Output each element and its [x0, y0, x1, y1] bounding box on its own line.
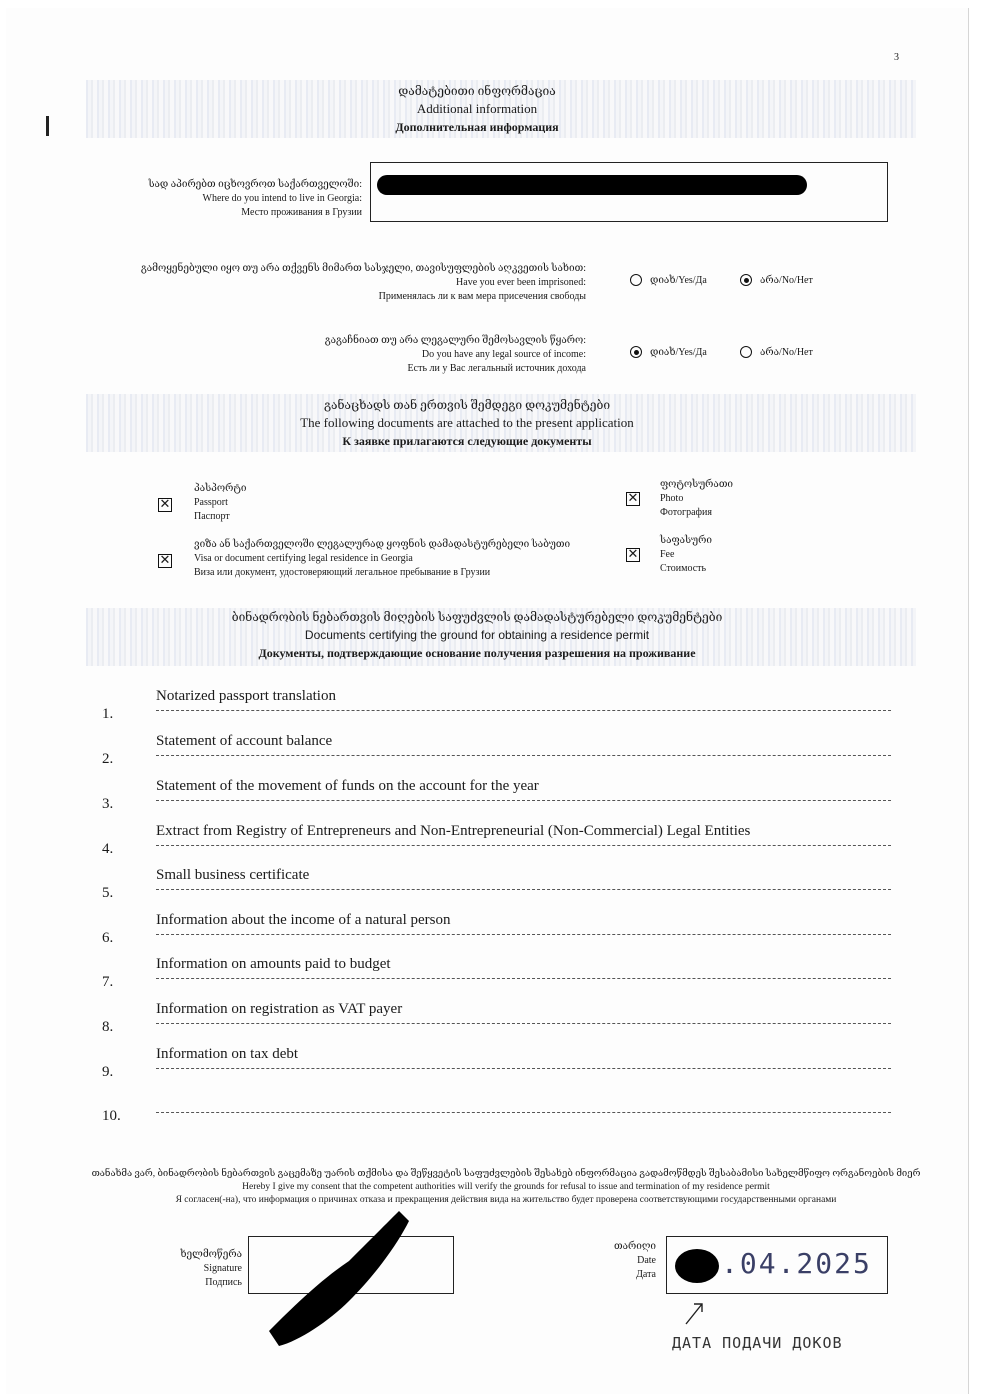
fee-checkbox[interactable]: ✕ — [627, 547, 639, 562]
date-day-redaction — [675, 1249, 719, 1283]
list-number: 9. — [102, 1064, 114, 1080]
list-item[interactable]: Information on amounts paid to budget — [156, 956, 891, 979]
list-item[interactable]: Information on registration as VAT payer — [156, 1001, 891, 1024]
list-number: 10. — [102, 1108, 121, 1124]
date-label: თარიღი Date Дата — [613, 1241, 656, 1280]
list-item[interactable]: Statement of the movement of funds on the account for the year — [156, 778, 891, 801]
page-number: 3 — [894, 52, 899, 63]
list-number: 3. — [102, 796, 114, 812]
imprisoned-yes-radio[interactable]: დიახ/Yes/Да — [630, 274, 707, 286]
signature-field[interactable] — [248, 1236, 454, 1294]
residence-field[interactable] — [370, 162, 888, 222]
handwritten-note: ДАТА ПОДАЧИ ДОКОВ — [672, 1334, 843, 1352]
signature-label: ხელმოწერა Signature Подпись — [180, 1249, 242, 1288]
signature-redaction — [249, 1201, 453, 1311]
radio-selected-icon — [740, 274, 752, 286]
arrow-icon — [682, 1298, 712, 1328]
list-number: 1. — [102, 706, 114, 722]
date-field[interactable] — [666, 1236, 888, 1294]
photo-checkbox[interactable]: ✕ — [627, 491, 639, 506]
list-number: 8. — [102, 1019, 114, 1035]
passport-label: პასპორტი Passport Паспорт — [194, 483, 247, 522]
list-number: 5. — [102, 885, 114, 901]
radio-icon — [740, 346, 752, 358]
radio-icon — [630, 274, 642, 286]
attached-header: განაცხადს თან ერთვის შემდეგი დოკუმენტები The following documents are attached to the present application К заявке прилагаются следующие документы — [300, 398, 634, 448]
imprisoned-question: გამოყენებული იყო თუ არა თქვენს მიმართ სასჯელი, თავისუფლების აღკვეთის სახით: Have you ever been imprisoned: Применялась ли к вам мера присечения свободы — [140, 263, 586, 302]
residence-label: სად აპირებთ იცხოვროთ საქართველოში: Where do you intend to live in Georgia: Место проживания в Грузии — [148, 179, 362, 218]
header-ka: დამატებითი ინფორმაცია — [398, 84, 556, 98]
list-number: 6. — [102, 930, 114, 946]
fee-label: საფასური Fee Стоимость — [660, 535, 712, 574]
income-no-radio[interactable]: არა/No/Нет — [740, 346, 813, 358]
list-number: 4. — [102, 841, 114, 857]
list-item[interactable]: Information on tax debt — [156, 1046, 891, 1069]
date-value: .04.2025 — [721, 1247, 872, 1280]
additional-info-header — [0, 82, 958, 136]
passport-checkbox[interactable]: ✕ — [159, 497, 171, 512]
list-number: 2. — [102, 751, 114, 767]
header-en: Additional information — [416, 101, 538, 116]
header-ru: Дополнительная информация — [395, 120, 559, 134]
list-item[interactable]: Small business certificate — [156, 867, 891, 890]
list-item[interactable]: Notarized passport translation — [156, 688, 891, 711]
redaction — [377, 175, 807, 195]
income-question: გაგაჩნიათ თუ არა ლეგალური შემოსავლის წყარო: Do you have any legal source of income: Есть ли у Вас легальный источник дохода — [324, 335, 586, 374]
income-yes-radio[interactable]: დიახ/Yes/Да — [630, 346, 707, 358]
list-item[interactable]: Extract from Registry of Entrepreneurs and Non-Entrepreneurial (Non-Commercial) Legal Entities — [156, 823, 891, 846]
radio-selected-icon — [630, 346, 642, 358]
visa-checkbox[interactable]: ✕ — [159, 553, 171, 568]
consent-text: თანახმა ვარ, ბინადრობის ნებართვის გაცემაზე უარის თქმისა და შეწყვეტის საფუძვლების შესახებ ინფორმაცია გადამოწმდეს შესაბამისი სახელმწიფო ორგანოების მიერ Hereby I give my consent that the competent authorities will verify the grounds for refusal to issue and termination of my residence permit Я согласен(-на), что информация о причинах отказа и прекращения действия вида на жительство будет проверена соответствующими государственными органами — [91, 1169, 921, 1205]
list-item[interactable]: Statement of account balance — [156, 733, 891, 756]
list-item[interactable]: Information about the income of a natural person — [156, 912, 891, 935]
list-number: 7. — [102, 974, 114, 990]
grounds-header: ბინადრობის ნებართვის მიღების საფუძვლის დამადასტურებელი დოკუმენტები Documents certifying the ground for obtaining a residence permit Документы, подтверждающие основание получения разрешения на проживание — [231, 610, 723, 660]
visa-label: ვიზა ან საქართველოში ლეგალურად ყოფნის დამადასტურებელი საბუთი Visa or document certifying legal residence in Georgia Виза или документ, удостоверяющий легальное пребывание в Грузии — [194, 539, 571, 578]
imprisoned-no-radio[interactable]: არა/No/Нет — [740, 274, 813, 286]
document-page — [6, 8, 969, 1394]
photo-label: ფოტოსურათი Photo Фотография — [660, 479, 734, 518]
list-item[interactable] — [156, 1090, 891, 1113]
